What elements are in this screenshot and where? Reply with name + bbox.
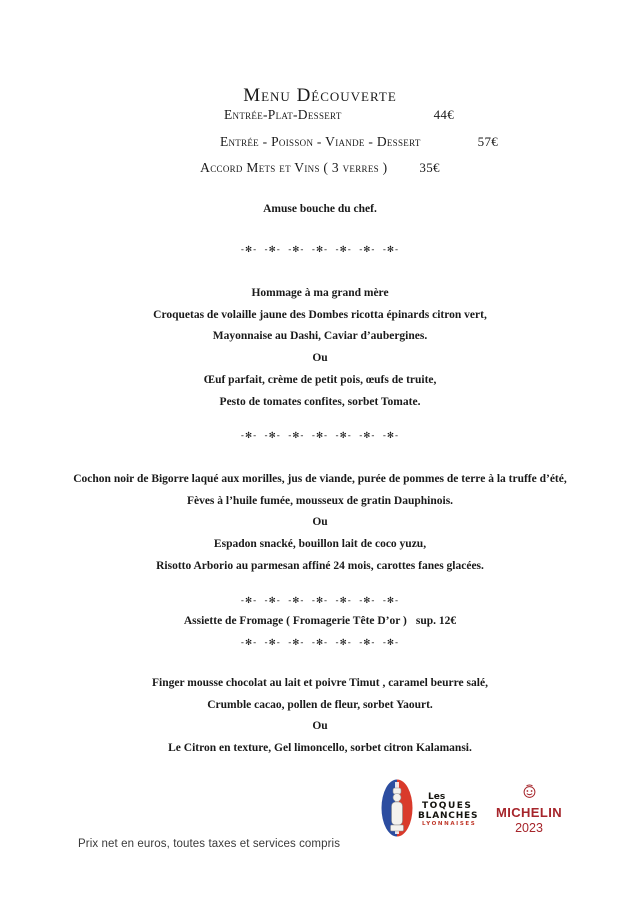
formula-price: 35€ [419,160,440,175]
toques-wordmark [418,793,478,828]
toques-word: Les [428,791,446,802]
toques-word: BLANCHES [418,810,479,821]
fleuron-divider: -✻- -✻- -✻- -✻- -✻- -✻- -✻- [240,638,400,648]
menu-line: Espadon snacké, bouillon lait de coco yuzu, [213,538,427,551]
or-separator: Ou [312,720,328,733]
menu-line: Le Citron en texture, Gel limoncello, sorbet citron Kalamansi. [168,742,472,755]
formula-price: 44€ [433,107,455,122]
menu-line: Cochon noir de Bigorre laqué aux morilles, jus de viande, purée de pommes de terre à la truffe d’été, [73,473,567,485]
formula-row [0,160,640,176]
michelin-wordmark: MICHELIN [495,805,563,820]
michelin-year: 2023 [515,821,543,835]
menu-title: Menu Découverte [243,84,397,106]
amuse-bouche-line: Amuse bouche du chef. [263,203,377,215]
menu-line: Croquetas de volaille jaune des Dombes ricotta épinards citron vert, [153,308,487,321]
menu-line: Mayonnaise au Dashi, Caviar d’aubergines. [212,330,428,343]
formula-label: Accord Mets et Vins ( 3 verres ) [200,160,388,175]
main-course-section [0,469,640,578]
fleuron-divider: -✻- -✻- -✻- -✻- -✻- -✻- -✻- [240,431,400,441]
bibendum-icon [521,786,538,803]
or-separator: Ou [312,516,328,529]
toques-word: TOQUES [422,801,473,812]
dessert-section [0,673,640,760]
menu-line: Œuf parfait, crème de petit pois, œufs de truite, [203,373,437,386]
formula-row [39,134,640,150]
cheese-course-line [0,615,640,627]
toques-word: LYONNAISES [422,821,477,828]
menu-line: Risotto Arborio au parmesan affiné 24 mois, carottes fanes glacées. [156,559,484,572]
or-separator: Ou [312,352,328,365]
formula-price: 57€ [477,134,499,149]
cheese-supplement: sup. 12€ [415,615,457,627]
cheese-label: Assiette de Fromage ( Fromagerie Tête D’or ) [183,615,407,627]
footer-note: Prix net en euros, toutes taxes et services compris [78,838,341,850]
starter-section [0,283,640,413]
menu-line: Crumble cacao, pollen de fleur, sorbet Yaourt. [207,698,433,711]
michelin-logo [494,784,564,835]
menu-line: Fèves à l’huile fumée, mousseux de gratin Dauphinois. [186,494,454,507]
formula-label: Entrée - Poisson - Viande - Dessert [219,134,421,149]
fleuron-divider: -✻- -✻- -✻- -✻- -✻- -✻- -✻- [240,245,400,255]
formula-row [19,107,640,123]
menu-line: Finger mousse chocolat au lait et poivre Timut , caramel beurre salé, [152,677,488,689]
logos-row [0,776,640,842]
toques-oval-icon [380,778,414,843]
starter-heading: Hommage à ma grand mère [251,287,389,299]
menu-line: Pesto de tomates confites, sorbet Tomate. [219,395,421,408]
toques-blanches-logo [380,778,478,843]
formula-label: Entrée-Plat-Dessert [223,107,342,122]
fleuron-divider: -✻- -✻- -✻- -✻- -✻- -✻- -✻- [240,596,400,606]
